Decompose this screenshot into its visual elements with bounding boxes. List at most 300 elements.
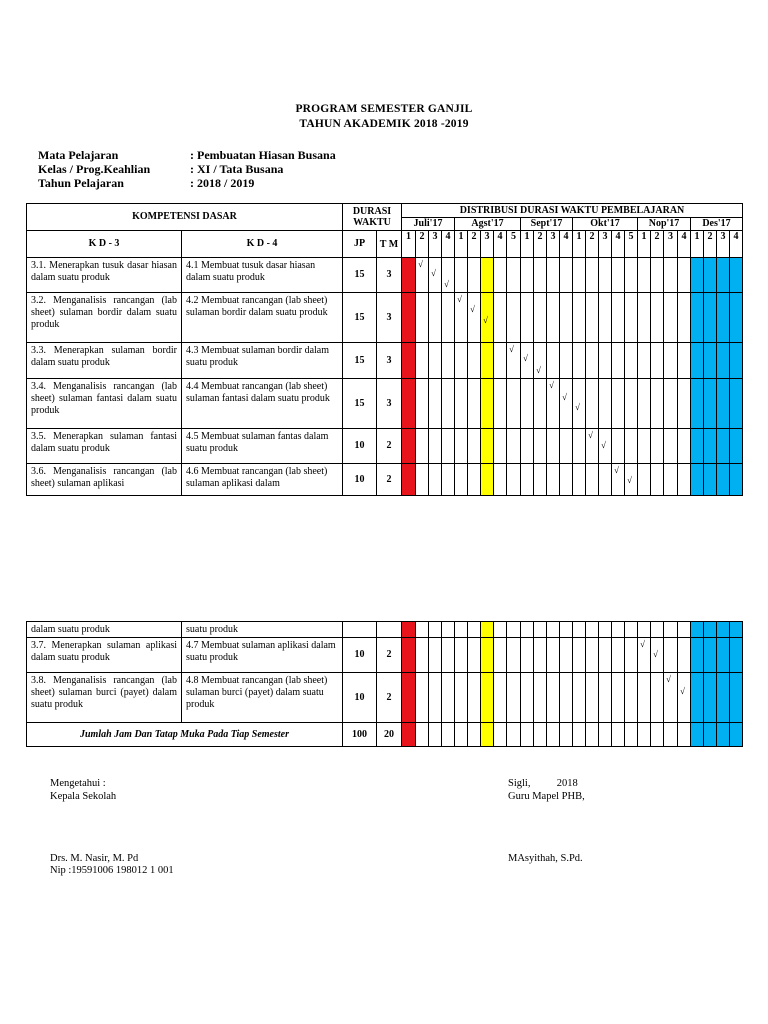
kd4-cell: suatu produk (182, 622, 343, 638)
month-header: Okt'17 (573, 218, 638, 231)
check-mark: √ (575, 402, 580, 412)
total-tm: 20 (377, 723, 402, 747)
week-header: 4 (494, 231, 507, 258)
week-cell (638, 429, 651, 464)
week-cell (717, 464, 730, 496)
total-row (27, 723, 743, 747)
week-cell (625, 379, 638, 429)
week-cell (586, 379, 599, 429)
week-header: 1 (638, 231, 651, 258)
week-cell (717, 379, 730, 429)
week-cell (547, 258, 560, 293)
week-cell (547, 464, 560, 496)
week-cell (402, 464, 416, 496)
week-cell (429, 429, 442, 464)
jp-cell: 10 (343, 638, 377, 673)
table-row (27, 258, 743, 293)
week-cell (612, 258, 625, 293)
week-cell (416, 638, 429, 673)
check-mark: √ (627, 475, 632, 485)
week-cell (638, 464, 651, 496)
week-cell (560, 723, 573, 747)
month-header: Juli'17 (402, 218, 455, 231)
week-cell (534, 638, 547, 673)
week-cell (599, 723, 612, 747)
week-cell (599, 379, 612, 429)
week-cell (625, 343, 638, 379)
week-cell (638, 723, 651, 747)
week-cell (678, 429, 691, 464)
week-cell (691, 258, 704, 293)
kd3-cell: 3.6. Menganalisis rancangan (lab sheet) sulaman aplikasi (27, 464, 182, 496)
week-cell (455, 258, 468, 293)
week-cell (442, 379, 455, 429)
week-cell (402, 673, 416, 723)
week-cell (494, 673, 507, 723)
week-cell (429, 379, 442, 429)
kd4-cell: 4.5 Membuat sulaman fantas dalam suatu produk (182, 429, 343, 464)
week-cell (586, 258, 599, 293)
tm-cell (377, 622, 402, 638)
week-cell (717, 429, 730, 464)
week-cell (534, 343, 547, 379)
week-cell (429, 673, 442, 723)
week-cell (494, 379, 507, 429)
week-cell (442, 343, 455, 379)
schedule-table-page1 (26, 203, 743, 496)
week-header: 2 (468, 231, 481, 258)
week-cell (638, 638, 651, 673)
week-cell (651, 673, 664, 723)
signature-left-name: Drs. M. Nasir, M. Pd (50, 853, 139, 864)
week-cell (664, 622, 678, 638)
week-cell (691, 464, 704, 496)
kd3-header: K D - 3 (27, 231, 182, 258)
week-cell (704, 343, 717, 379)
week-cell (704, 723, 717, 747)
week-cell (416, 258, 429, 293)
week-header: 2 (651, 231, 664, 258)
week-cell (481, 293, 494, 343)
week-cell (651, 429, 664, 464)
table-row (27, 622, 743, 638)
week-cell (507, 673, 521, 723)
week-cell (429, 622, 442, 638)
check-mark: √ (483, 315, 488, 325)
week-cell (521, 638, 534, 673)
check-mark: √ (588, 430, 593, 440)
week-cell (547, 638, 560, 673)
week-cell (507, 622, 521, 638)
week-cell (625, 723, 638, 747)
week-cell (521, 464, 534, 496)
week-cell (678, 638, 691, 673)
week-cell (534, 622, 547, 638)
week-cell (704, 258, 717, 293)
week-cell (651, 464, 664, 496)
week-cell (678, 343, 691, 379)
week-cell (704, 622, 717, 638)
week-cell (678, 673, 691, 723)
week-cell (651, 723, 664, 747)
week-cell (494, 638, 507, 673)
week-cell (507, 464, 521, 496)
kd3-cell: 3.2. Menganalisis rancangan (lab sheet) sulaman bordir dalam suatu produk (27, 293, 182, 343)
week-cell (638, 622, 651, 638)
week-cell (547, 343, 560, 379)
kd4-cell: 4.6 Membuat rancangan (lab sheet) sulaman aplikasi dalam (182, 464, 343, 496)
week-cell (651, 343, 664, 379)
week-cell (416, 464, 429, 496)
week-cell (599, 638, 612, 673)
week-cell (560, 464, 573, 496)
table-row (27, 343, 743, 379)
week-cell (534, 379, 547, 429)
week-cell (402, 343, 416, 379)
week-cell (625, 464, 638, 496)
week-cell (402, 622, 416, 638)
meta-class-value: : XI / Tata Busana (190, 162, 284, 176)
jp-cell: 10 (343, 429, 377, 464)
week-cell (678, 293, 691, 343)
week-cell (612, 723, 625, 747)
week-cell (560, 343, 573, 379)
week-cell (494, 622, 507, 638)
week-cell (468, 343, 481, 379)
kd4-cell: 4.7 Membuat sulaman aplikasi dalam suatu produk (182, 638, 343, 673)
week-header: 1 (521, 231, 534, 258)
week-cell (664, 258, 678, 293)
week-cell (664, 673, 678, 723)
signature-right-line2: Guru Mapel PHB, (508, 791, 585, 802)
week-cell (521, 258, 534, 293)
week-cell (416, 723, 429, 747)
week-cell (730, 343, 743, 379)
week-header: 2 (534, 231, 547, 258)
week-cell (678, 464, 691, 496)
week-header: 1 (691, 231, 704, 258)
tm-cell: 2 (377, 638, 402, 673)
week-cell (534, 723, 547, 747)
week-cell (730, 622, 743, 638)
signature-right-name: MAsyithah, S.Pd. (508, 853, 583, 864)
week-cell (638, 673, 651, 723)
week-cell (730, 379, 743, 429)
table-row (27, 673, 743, 723)
signature-left-line2: Kepala Sekolah (50, 791, 117, 802)
week-cell (429, 258, 442, 293)
durasi-header: DURASI WAKTU (343, 204, 402, 231)
week-cell (442, 622, 455, 638)
week-cell (730, 293, 743, 343)
check-mark: √ (601, 440, 606, 450)
week-cell (468, 673, 481, 723)
week-cell (704, 464, 717, 496)
week-cell (442, 723, 455, 747)
check-mark: √ (549, 380, 554, 390)
week-cell (468, 464, 481, 496)
table-row (27, 379, 743, 429)
week-cell (573, 673, 586, 723)
week-cell (481, 343, 494, 379)
week-header: 3 (547, 231, 560, 258)
week-cell (507, 723, 521, 747)
week-cell (691, 293, 704, 343)
kd3-cell: 3.1. Menerapkan tusuk dasar hiasan dalam suatu produk (27, 258, 182, 293)
meta-class-label: Kelas / Prog.Keahlian (38, 162, 151, 176)
week-cell (521, 673, 534, 723)
week-cell (612, 673, 625, 723)
week-cell (521, 723, 534, 747)
week-cell (678, 379, 691, 429)
week-cell (416, 622, 429, 638)
week-cell (704, 293, 717, 343)
kd4-cell: 4.1 Membuat tusuk dasar hiasan dalam suatu produk (182, 258, 343, 293)
week-cell (664, 343, 678, 379)
signature-right-line1: Sigli, 2018 (508, 778, 578, 789)
meta-year-value: : 2018 / 2019 (190, 176, 255, 190)
week-cell (416, 673, 429, 723)
week-cell (442, 293, 455, 343)
week-cell (638, 343, 651, 379)
week-cell (664, 293, 678, 343)
week-cell (416, 293, 429, 343)
week-header: 3 (717, 231, 730, 258)
tm-cell: 3 (377, 258, 402, 293)
kd4-cell: 4.3 Membuat sulaman bordir dalam suatu produk (182, 343, 343, 379)
table-row (27, 638, 743, 673)
check-mark: √ (666, 674, 671, 684)
week-cell (468, 723, 481, 747)
check-mark: √ (614, 465, 619, 475)
week-header: 4 (442, 231, 455, 258)
week-cell (534, 258, 547, 293)
week-cell (547, 379, 560, 429)
week-cell (717, 638, 730, 673)
meta-subject-value: : Pembuatan Hiasan Busana (190, 148, 336, 162)
week-cell (730, 258, 743, 293)
table-row (27, 429, 743, 464)
week-cell (494, 429, 507, 464)
document-title-line2: TAHUN AKADEMIK 2018 -2019 (299, 118, 469, 130)
week-cell (481, 638, 494, 673)
kd3-cell: dalam suatu produk (27, 622, 182, 638)
week-cell (442, 429, 455, 464)
schedule-table-page2 (26, 621, 743, 747)
week-cell (402, 723, 416, 747)
jp-header: JP (343, 231, 377, 258)
week-cell (494, 258, 507, 293)
week-cell (599, 464, 612, 496)
week-cell (573, 723, 586, 747)
week-cell (442, 638, 455, 673)
week-cell (573, 258, 586, 293)
week-cell (586, 343, 599, 379)
week-cell (651, 379, 664, 429)
week-cell (481, 673, 494, 723)
week-cell (560, 379, 573, 429)
tm-cell: 3 (377, 343, 402, 379)
week-cell (612, 293, 625, 343)
week-cell (625, 429, 638, 464)
week-cell (612, 464, 625, 496)
total-jp: 100 (343, 723, 377, 747)
week-cell (717, 343, 730, 379)
week-cell (521, 622, 534, 638)
week-cell (402, 429, 416, 464)
week-cell (638, 258, 651, 293)
tm-header: T M (377, 231, 402, 258)
distribusi-header: DISTRIBUSI DURASI WAKTU PEMBELAJARAN (402, 204, 743, 218)
week-cell (651, 622, 664, 638)
week-cell (507, 379, 521, 429)
week-cell (730, 638, 743, 673)
week-cell (651, 293, 664, 343)
week-cell (704, 379, 717, 429)
week-cell (599, 258, 612, 293)
week-header: 4 (678, 231, 691, 258)
week-cell (481, 429, 494, 464)
week-cell (691, 622, 704, 638)
week-header: 1 (402, 231, 416, 258)
check-mark: √ (653, 649, 658, 659)
week-cell (494, 343, 507, 379)
week-header: 2 (586, 231, 599, 258)
check-mark: √ (431, 268, 436, 278)
tm-cell: 3 (377, 379, 402, 429)
week-header: 4 (730, 231, 743, 258)
kd3-cell: 3.8. Menganalisis rancangan (lab sheet) sulaman burci (payet) dalam suatu produk (27, 673, 182, 723)
week-cell (560, 258, 573, 293)
week-cell (481, 379, 494, 429)
week-cell (468, 293, 481, 343)
week-cell (586, 464, 599, 496)
week-cell (599, 429, 612, 464)
week-cell (455, 429, 468, 464)
kd3-cell: 3.5. Menerapkan sulaman fantasi dalam suatu produk (27, 429, 182, 464)
week-header: 3 (481, 231, 494, 258)
week-cell (625, 622, 638, 638)
check-mark: √ (523, 353, 528, 363)
week-cell (599, 673, 612, 723)
week-cell (717, 673, 730, 723)
week-header: 3 (599, 231, 612, 258)
kompetensi-header: KOMPETENSI DASAR (27, 204, 343, 231)
week-cell (573, 622, 586, 638)
jp-cell (343, 622, 377, 638)
week-cell (586, 673, 599, 723)
week-cell (534, 293, 547, 343)
kd4-header: K D - 4 (182, 231, 343, 258)
week-cell (625, 638, 638, 673)
week-cell (599, 622, 612, 638)
week-cell (691, 638, 704, 673)
week-cell (402, 638, 416, 673)
week-cell (664, 464, 678, 496)
check-mark: √ (457, 294, 462, 304)
week-cell (704, 673, 717, 723)
week-cell (507, 343, 521, 379)
jp-cell: 10 (343, 464, 377, 496)
week-cell (442, 464, 455, 496)
week-header: 5 (507, 231, 521, 258)
week-cell (638, 293, 651, 343)
week-cell (429, 293, 442, 343)
week-cell (573, 343, 586, 379)
week-cell (429, 638, 442, 673)
week-cell (507, 258, 521, 293)
jp-cell: 15 (343, 379, 377, 429)
week-cell (664, 723, 678, 747)
meta-year-label: Tahun Pelajaran (38, 176, 124, 190)
week-cell (612, 638, 625, 673)
check-mark: √ (444, 279, 449, 289)
week-cell (573, 429, 586, 464)
week-cell (547, 429, 560, 464)
week-header: 2 (704, 231, 717, 258)
week-cell (468, 379, 481, 429)
tm-cell: 2 (377, 429, 402, 464)
week-cell (612, 429, 625, 464)
week-header: 1 (573, 231, 586, 258)
week-cell (416, 343, 429, 379)
week-cell (521, 343, 534, 379)
week-header: 2 (416, 231, 429, 258)
week-cell (612, 379, 625, 429)
week-cell (573, 464, 586, 496)
week-cell (586, 622, 599, 638)
week-cell (534, 673, 547, 723)
week-cell (455, 638, 468, 673)
week-cell (730, 673, 743, 723)
week-cell (481, 258, 494, 293)
total-label: Jumlah Jam Dan Tatap Muka Pada Tiap Semester (27, 723, 343, 747)
week-cell (507, 429, 521, 464)
week-cell (455, 379, 468, 429)
week-cell (599, 293, 612, 343)
week-cell (547, 673, 560, 723)
jp-cell: 15 (343, 293, 377, 343)
week-cell (416, 429, 429, 464)
table-row (27, 464, 743, 496)
week-cell (599, 343, 612, 379)
week-cell (586, 638, 599, 673)
week-header: 1 (455, 231, 468, 258)
week-cell (455, 723, 468, 747)
week-cell (455, 622, 468, 638)
week-cell (429, 464, 442, 496)
week-cell (573, 379, 586, 429)
week-cell (625, 293, 638, 343)
week-cell (717, 723, 730, 747)
week-cell (612, 622, 625, 638)
week-cell (691, 723, 704, 747)
week-cell (455, 293, 468, 343)
jp-cell: 15 (343, 258, 377, 293)
week-cell (547, 293, 560, 343)
week-cell (468, 429, 481, 464)
week-cell (691, 429, 704, 464)
tm-cell: 2 (377, 464, 402, 496)
week-cell (547, 622, 560, 638)
check-mark: √ (536, 365, 541, 375)
month-header: Des'17 (691, 218, 743, 231)
week-cell (507, 638, 521, 673)
kd4-cell: 4.2 Membuat rancangan (lab sheet) sulaman bordir dalam suatu produk (182, 293, 343, 343)
week-cell (494, 464, 507, 496)
week-cell (481, 464, 494, 496)
week-cell (717, 293, 730, 343)
